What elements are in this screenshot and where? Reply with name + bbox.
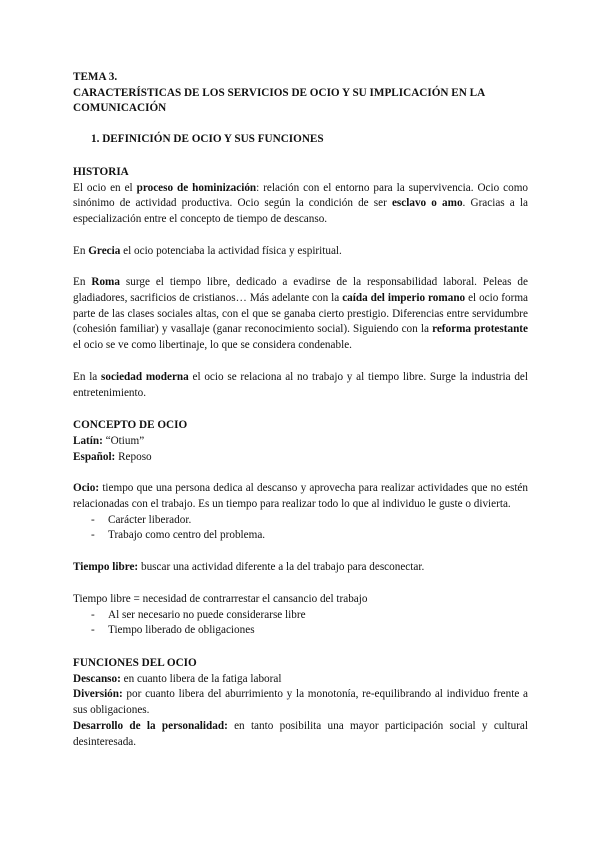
concepto-heading: CONCEPTO DE OCIO [73, 419, 188, 432]
doc-title-line1: CARACTERÍSTICAS DE LOS SERVICIOS DE OCIO Y SU IMPLICACIÓN EN LA [73, 86, 486, 99]
historia-paragraph-2: En Grecia el ocio potenciaba la actividad física y espiritual. [73, 244, 342, 257]
list-item: - Trabajo como centro del problema. [73, 528, 528, 544]
ocio-characteristics-list [73, 513, 528, 544]
concepto-espanol: Español: Reposo [73, 450, 152, 463]
section-heading-1: 1. DEFINICIÓN DE OCIO Y SUS FUNCIONES [91, 133, 324, 146]
funciones-heading: FUNCIONES DEL OCIO [73, 656, 197, 669]
tiempo-libre-equation: Tiempo libre = necesidad de contrarrestar el cansancio del trabajo [73, 592, 368, 605]
funcion-desarrollo: Desarrollo de la personalidad: en tanto posibilita una mayor participación social y cultural desinteresada. [73, 719, 528, 748]
doc-tema: TEMA 3. [73, 71, 118, 83]
funcion-descanso: Descanso: en cuanto libera de la fatiga laboral [73, 672, 282, 685]
list-item: - Tiempo liberado de obligaciones [73, 623, 528, 639]
doc-title-line2: COMUNICACIÓN [73, 102, 167, 115]
historia-paragraph-3: En Roma surge el tiempo libre, dedicado a evadirse de la responsabilidad laboral. Peleas de gladiadores, sacrificios de cristianos… Más adelante con la caída del imperio romano el ocio forma parte de las clases sociales altas, con el que se ganaba cierto prestigio. Diferencias entre servidumbre (cohesión familiar) y vasallaje (ganar reconocimiento social). Siguiendo con la reforma protestante el ocio se ve como libertinaje, lo que se considera condenable. [73, 276, 528, 352]
historia-heading: HISTORIA [73, 165, 129, 178]
concepto-latin: Latín: “Otium” [73, 434, 145, 447]
list-item: - Carácter liberador. [73, 513, 528, 529]
historia-paragraph-1: El ocio en el proceso de hominización: relación con el entorno para la supervivencia. Ocio como sinónimo de actividad productiva. Ocio según la condición de ser esclavo o amo. Gracias a la especialización entre el concepto de tiempo de descanso. [73, 181, 528, 225]
concepto-tiempo-libre: Tiempo libre: buscar una actividad diferente a la del trabajo para desconectar. [73, 561, 425, 574]
list-item: - Al ser necesario no puede considerarse libre [73, 608, 528, 624]
document-page [73, 70, 528, 750]
historia-paragraph-4: En la sociedad moderna el ocio se relaciona al no trabajo y al tiempo libre. Surge la industria del entretenimiento. [73, 370, 528, 399]
concepto-ocio-definition: Ocio: tiempo que una persona dedica al descanso y aprovecha para realizar actividades que no estén relacionadas con el trabajo. Es un tiempo para realizar todo lo que al individuo le guste o divierta. [73, 482, 528, 511]
funcion-diversion: Diversión: por cuanto libera del aburrimiento y la monotonía, re-equilibrando al individuo frente a sus obligaciones. [73, 688, 528, 717]
tiempo-libre-list [73, 608, 528, 639]
